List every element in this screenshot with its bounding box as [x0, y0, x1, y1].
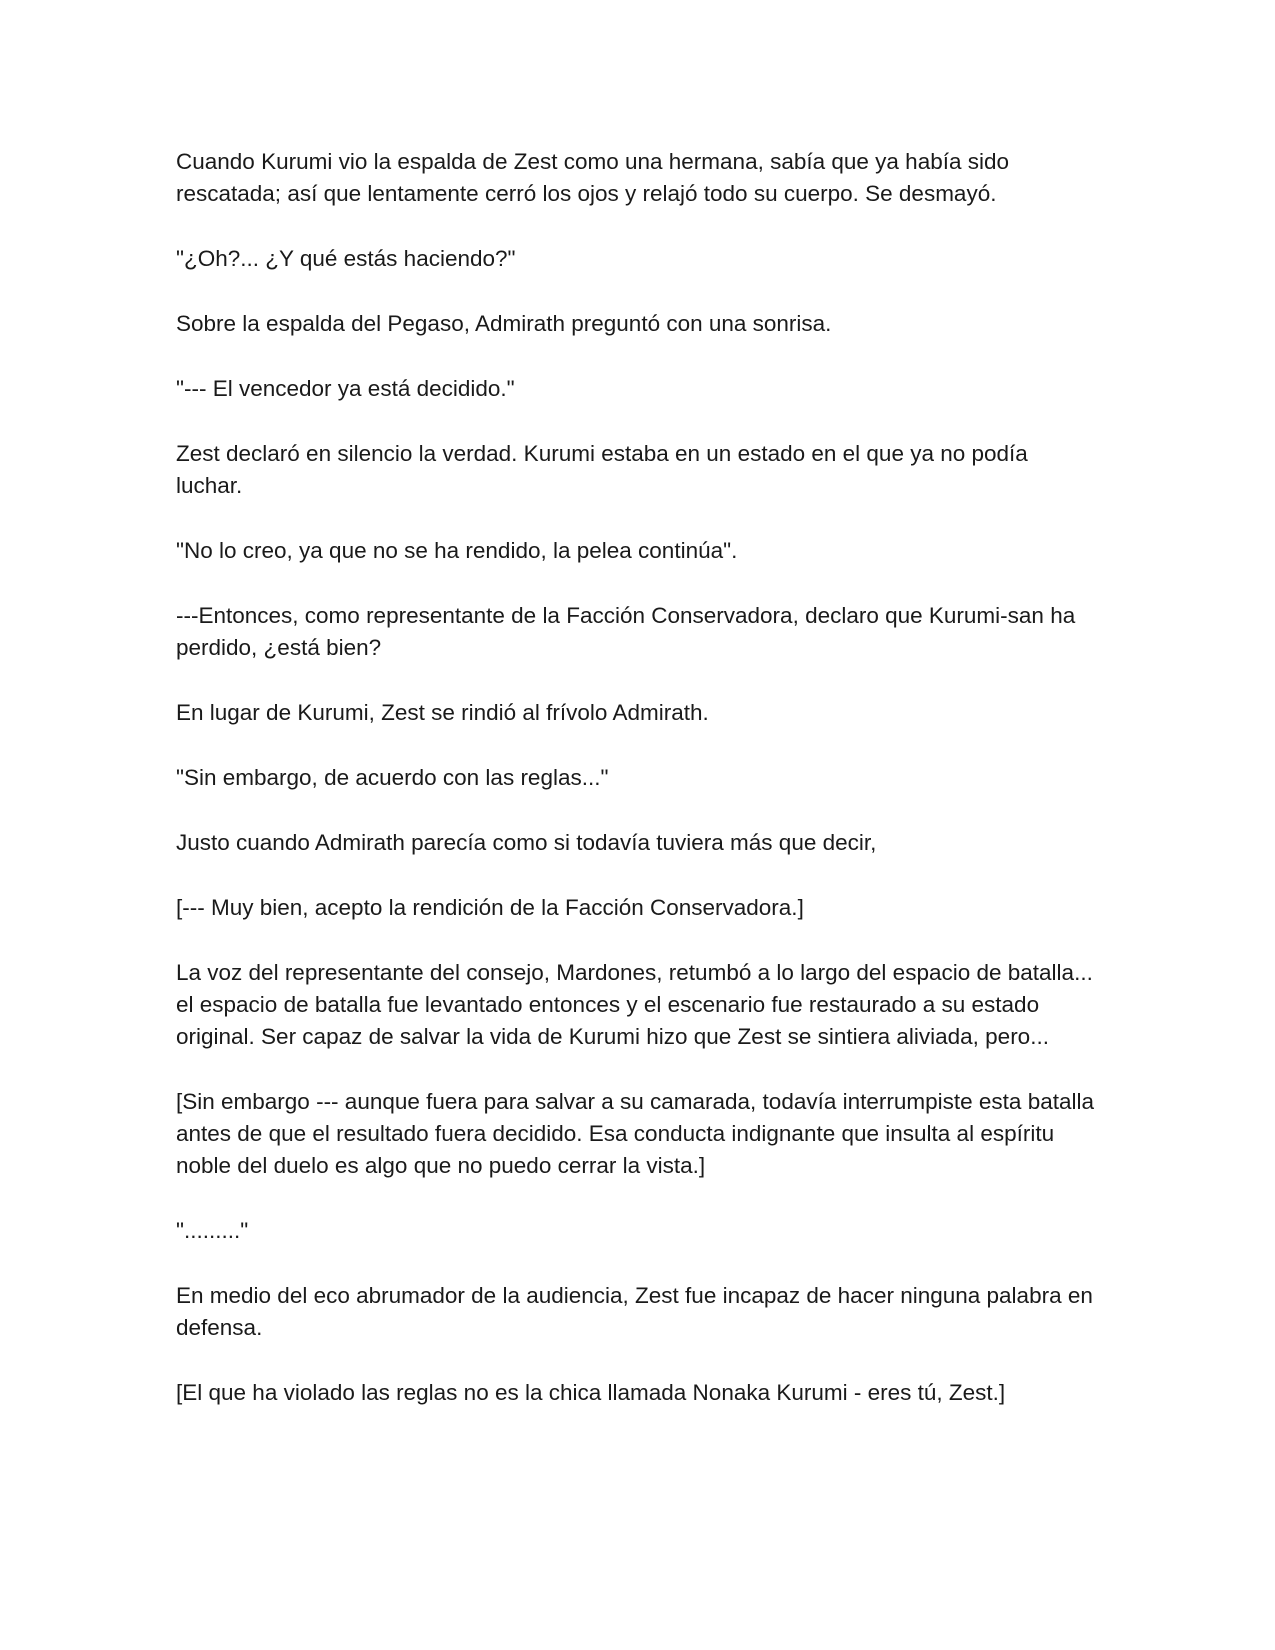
- paragraph: La voz del representante del consejo, Mardones, retumbó a lo largo del espacio de batalla... el espacio de batalla fue levantado entonces y el escenario fue restaurado a su estado original. Ser capaz de salvar la vida de Kurumi hizo que Zest se sintiera aliviada, pero...: [176, 960, 1093, 1049]
- paragraph: En lugar de Kurumi, Zest se rindió al frívolo Admirath.: [176, 700, 709, 725]
- paragraph: "Sin embargo, de acuerdo con las reglas...": [176, 765, 609, 790]
- paragraph: En medio del eco abrumador de la audiencia, Zest fue incapaz de hacer ninguna palabra en defensa.: [176, 1283, 1093, 1340]
- paragraph: Justo cuando Admirath parecía como si todavía tuviera más que decir,: [176, 830, 877, 855]
- paragraph: "¿Oh?... ¿Y qué estás haciendo?": [176, 246, 516, 271]
- paragraph: [Sin embargo --- aunque fuera para salvar a su camarada, todavía interrumpiste esta batalla antes de que el resultado fuera decidido. Esa conducta indignante que insulta al espíritu noble del duelo es algo que no puedo cerrar la vista.]: [176, 1089, 1094, 1178]
- paragraph: "--- El vencedor ya está decidido.": [176, 376, 515, 401]
- document-body: [176, 146, 1096, 1442]
- paragraph: "No lo creo, ya que no se ha rendido, la pelea continúa".: [176, 538, 738, 563]
- paragraph: Sobre la espalda del Pegaso, Admirath preguntó con una sonrisa.: [176, 311, 832, 336]
- paragraph: Cuando Kurumi vio la espalda de Zest como una hermana, sabía que ya había sido rescatada; así que lentamente cerró los ojos y relajó todo su cuerpo. Se desmayó.: [176, 149, 1010, 206]
- paragraph: ---Entonces, como representante de la Facción Conservadora, declaro que Kurumi-san ha perdido, ¿está bien?: [176, 603, 1076, 660]
- paragraph: ".........": [176, 1218, 249, 1243]
- paragraph: [--- Muy bien, acepto la rendición de la Facción Conservadora.]: [176, 895, 804, 920]
- paragraph: [El que ha violado las reglas no es la chica llamada Nonaka Kurumi - eres tú, Zest.]: [176, 1380, 1006, 1405]
- paragraph: Zest declaró en silencio la verdad. Kurumi estaba en un estado en el que ya no podía luchar.: [176, 441, 1028, 498]
